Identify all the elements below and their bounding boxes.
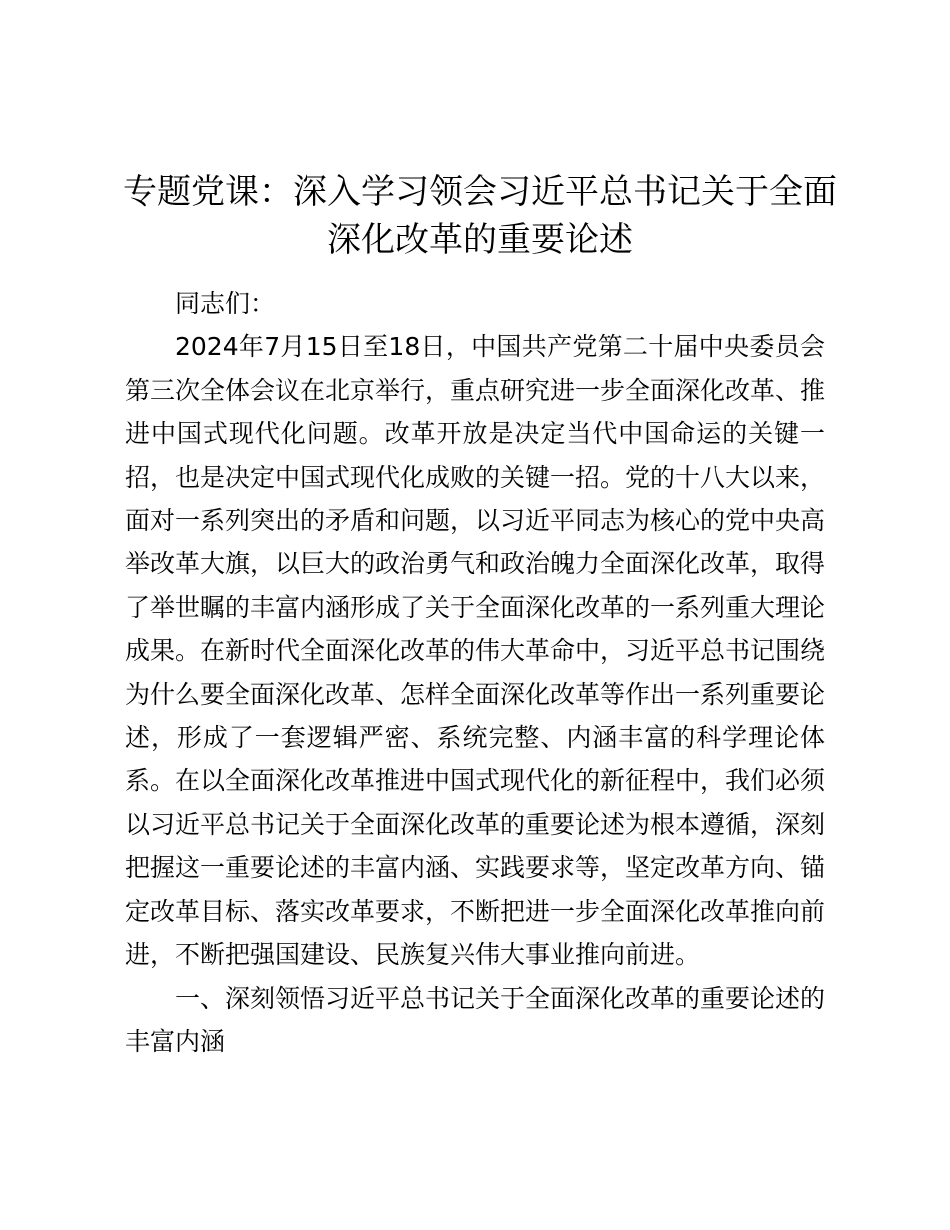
document-body [125,282,825,1063]
section-heading: 一、深刻领悟习近平总书记关于全面深化改革的重要论述的丰富内涵 [125,983,826,1056]
body-paragraph: 2024年7月15日至18日，中国共产党第二十届中央委员会第三次全体会议在北京举行，重点研究进一步全面深化改革、推进中国式现代化问题。改革开放是决定当代中国命运的关键一招，也是决定中国式现代化成败的关键一招。党的十八大以来，面对一系列突出的矛盾和问题，以习近平同志为核心的党中央高举改革大旗，以巨大的政治勇气和政治魄力全面深化改革，取得了举世瞩的丰富内涵形成了关于全面深化改革的一系列重大理论成果。在新时代全面深化改革的伟大革命中，习近平总书记围绕为什么要全面深化改革、怎样全面深化改革等作出一系列重要论述，形成了一套逻辑严密、系统完整、内涵丰富的科学理论体系。在以全面深化改革推进中国式现代化的新征程中，我们必须以习近平总书记关于全面深化改革的重要论述为根本遵循，深刻把握这一重要论述的丰富内涵、实践要求等，坚定改革方向、锚定改革目标、落实改革要求，不断把进一步全面深化改革推向前进，不断把强国建设、民族复兴伟大事业推向前进。 [125,332,826,970]
document-title: 专题党课：深入学习领会习近平总书记关于全面深化改革的重要论述 [123,172,837,260]
salutation: 同志们： [175,289,276,318]
